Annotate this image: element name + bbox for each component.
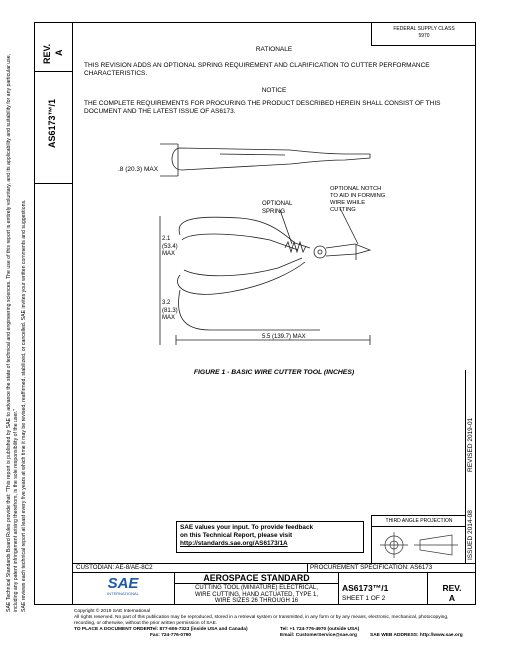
revised-date: REVISED 2019-01 <box>467 417 474 472</box>
footer-rights1: All rights reserved. No part of this publication may be reproduced, stored in a retrieval system or transmitted, in any form or by any means, electronic, mechanical, photocopying, <box>74 615 449 620</box>
label-spring: OPTIONAL SPRING <box>262 201 293 215</box>
rationale-text: THIS REVISION ADDS AN OPTIONAL SPRING REQUIREMENT AND CLARIFICATION TO CUTTER PERFORMANCE CHARACTERISTICS. <box>84 62 430 77</box>
procurement: PROCUREMENT SPECIFICATION: AS6173 <box>310 564 433 571</box>
third-angle-label: THIRD ANGLE PROJECTION <box>385 518 453 524</box>
issued-date: ISSUED 2014-08 <box>467 510 474 560</box>
left-margin-note2-text: SAE reviews each technical report at least every five years at which time it may be revised, reaffirmed, stabilized, or cancelled. SAE invites your written comments and suggestions. <box>21 199 27 612</box>
third-angle-box <box>371 515 466 563</box>
title-heading: AEROSPACE STANDARD <box>203 573 310 583</box>
label-notch: OPTIONAL NOTCH TO AID IN FORMING WIRE WHILE CUTTING <box>330 186 386 213</box>
projection-symbol-icon <box>372 527 466 563</box>
figure-caption: FIGURE 1 - BASIC WIRE CUTTER TOOL (INCHES) <box>193 369 355 376</box>
rationale-title: RATIONALE <box>255 46 293 53</box>
sae-logo-text: SAE <box>107 575 139 592</box>
feedback-box <box>176 521 364 553</box>
footer-tel2: Tel: +1 724-776-4970 (outside USA) <box>280 627 360 632</box>
side-doc-number: AS6173™/1 <box>47 98 57 148</box>
footer-web[interactable]: SAE WEB ADDRESS: http://www.sae.org <box>370 633 463 638</box>
procurement-divider <box>307 563 308 573</box>
title-description: CUTTING TOOL (MINIATURE) ELECTRICAL, WIRE CUTTING, HAND ACTUATED, TYPE 1, WIRE SIZES 26 THROUGH 16 <box>194 585 319 604</box>
dim-top: .8 (20.3) MAX <box>118 166 159 173</box>
feedback-line2: on this Technical Report, please visit <box>180 532 293 539</box>
side-rev-value: A <box>54 49 64 56</box>
left-margin-note-text: SAE Technical Standards Board Rules provide that: "This report is published by SAE to advance the state of technical and engineering sciences. The use of this report is entirely voluntary, and its applicability and suitability for any particular use, including any patent infringement arising therefrom, is the sole responsibility of the user." <box>6 53 19 612</box>
dim-low: 3.2 (81.3) MAX <box>162 300 178 321</box>
left-margin-note <box>6 52 19 612</box>
notice-title: NOTICE <box>261 87 287 94</box>
side-rev-label: REV. <box>42 43 52 64</box>
footer-fax: Fax: 724-776-0790 <box>150 633 192 638</box>
footer-order-label: TO PLACE A DOCUMENT ORDER: <box>74 627 152 632</box>
wire-cutter-drawing <box>120 140 380 360</box>
footer-email[interactable]: Email: CustomerService@sae.org <box>280 633 357 638</box>
footer-tel1: Tel: 877-606-7323 (inside USA and Canada) <box>150 627 248 632</box>
sae-logo <box>74 576 172 596</box>
title-rev: REV. A <box>442 583 462 603</box>
sae-logo-sub: INTERNATIONAL <box>107 591 139 596</box>
title-doc-number: AS6173™/1 <box>342 583 389 593</box>
title-sheet: SHEET 1 OF 2 <box>342 595 386 602</box>
footer-copyright: Copyright © 2019 SAE International <box>74 609 151 614</box>
notice-text: THE COMPLETE REQUIREMENTS FOR PROCURING THE PRODUCT DESCRIBED HEREIN SHALL CONSIST OF THIS DOCUMENT AND THE LATEST ISSUE OF AS6173. <box>84 100 441 115</box>
dim-bottom: 5.5 (139.7) MAX <box>262 334 306 340</box>
left-margin-note-2 <box>21 200 27 613</box>
feedback-link[interactable]: http://standards.sae.org/AS6173/1A <box>180 540 288 547</box>
custodian: CUSTODIAN: AE-8/AE-8C2 <box>76 564 153 571</box>
side-rev <box>42 44 52 64</box>
feedback-line1: SAE values your input. To provide feedback <box>180 524 314 531</box>
federal-supply-class: FEDERAL SUPPLY CLASS 5970 <box>371 22 476 46</box>
dim-left: 2.1 (53.4) MAX <box>162 236 178 257</box>
footer-rights2: recording, or otherwise, without the prior written permission of SAE. <box>74 621 218 626</box>
